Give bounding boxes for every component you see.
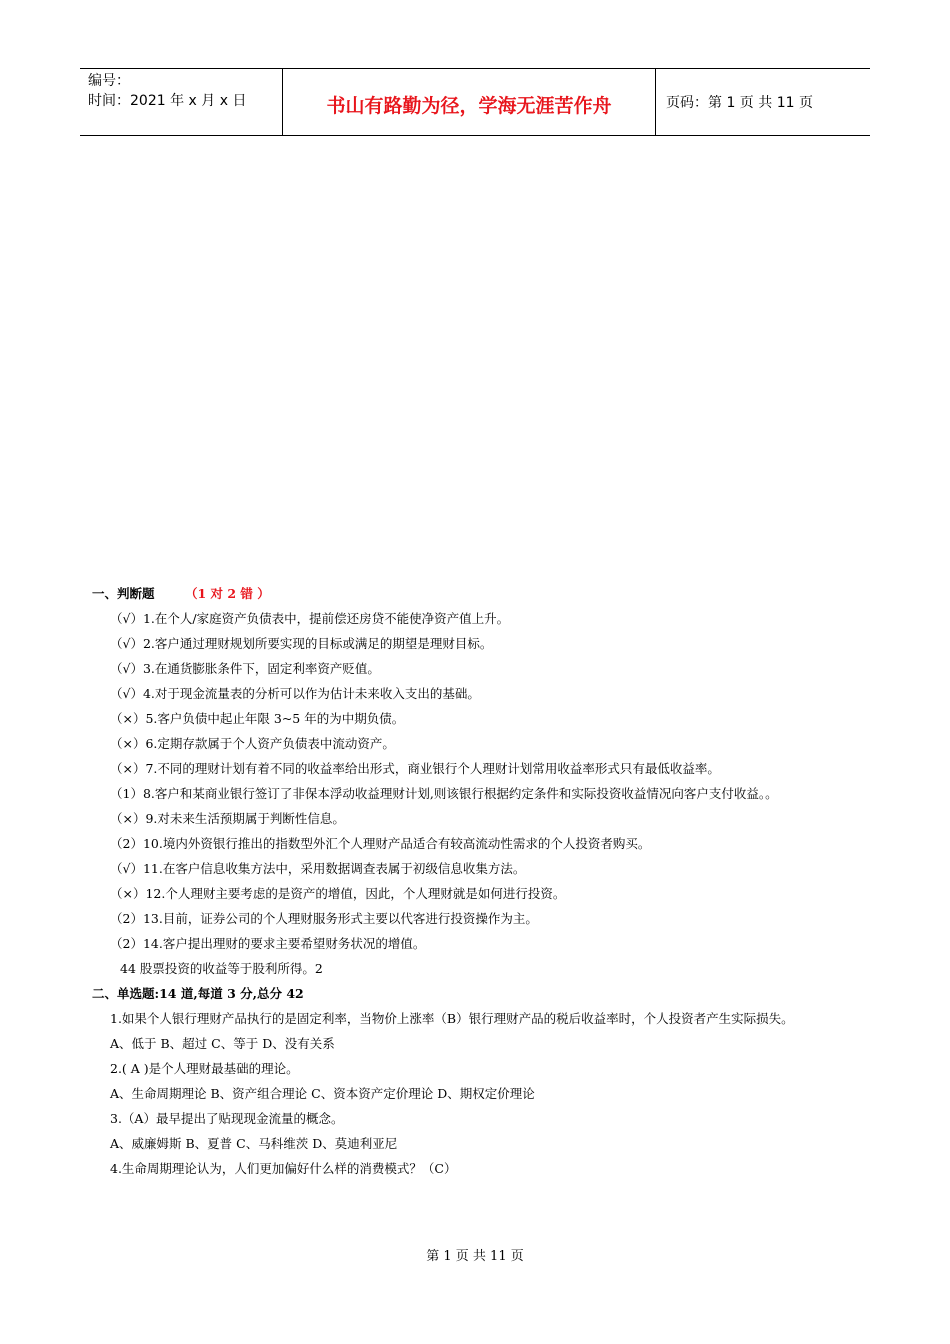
document-body (92, 581, 872, 1181)
section-true-false-title: 一、判断题 （1 对 2 错 ） (92, 586, 270, 601)
true-false-item: （2）10.境内外资银行推出的指数型外汇个人理财产品适合有较高流动性需求的个人投资者购买。 (110, 836, 651, 851)
true-false-item: （2）13.目前，证券公司的个人理财服务形式主要以代客进行投资操作为主。 (110, 911, 538, 926)
true-false-item: （√）4.对于现金流量表的分析可以作为估计未来收入支出的基础。 (110, 686, 480, 701)
document-number-label: 编号： (88, 73, 130, 89)
true-false-item: （×）7.不同的理财计划有着不同的收益率给出形式，商业银行个人理财计划常用收益率形式只有最低收益率。 (110, 761, 720, 776)
true-false-list (92, 606, 872, 956)
true-false-item: （2）14.客户提出理财的要求主要希望财务状况的增值。 (110, 936, 426, 951)
question-3: 3.（A）最早提出了贴现现金流量的概念。 (110, 1111, 344, 1126)
document-time-label: 时间：2021 年 x 月 x 日 (88, 93, 247, 109)
question-2: 2.( A )是个人理财最基础的理论。 (110, 1061, 299, 1076)
true-false-item: （1）8.客户和某商业银行签订了非保本浮动收益理财计划,则该银行根据约定条件和实际投资收益情况向客户支付收益。。 (110, 786, 778, 801)
true-false-item: （√）1.在个人/家庭资产负债表中，提前偿还房贷不能使净资产值上升。 (110, 611, 510, 626)
page-footer: 第 1 页 共 11 页 (426, 1249, 524, 1264)
header-motto: 书山有路勤为径，学海无涯苦作舟 (283, 69, 656, 135)
true-false-item: （√）11.在客户信息收集方法中，采用数据调查表属于初级信息收集方法。 (110, 861, 526, 876)
question-1-options: A、低于 B、超过 C、等于 D、没有关系 (110, 1036, 335, 1051)
section-single-choice-title: 二、单选题:14 道,每道 3 分,总分 42 (92, 986, 304, 1001)
true-false-item: （×）5.客户负债中起止年限 3~5 年的为中期负债。 (110, 711, 405, 726)
header-meta-cell (80, 69, 283, 135)
question-4: 4.生命周期理论认为，人们更加偏好什么样的消费模式？（C） (110, 1161, 457, 1176)
extra-item: 44 股票投资的收益等于股利所得。2 (120, 961, 323, 976)
true-false-item: （√）3.在通货膨胀条件下，固定利率资产贬值。 (110, 661, 380, 676)
header-page-info: 页码：第 1 页 共 11 页 (666, 95, 813, 111)
question-2-options: A、生命周期理论 B、资产组合理论 C、资本资产定价理论 D、期权定价理论 (110, 1086, 535, 1101)
question-1: 1.如果个人银行理财产品执行的是固定利率，当物价上涨率（B）银行理财产品的税后收益率时，个人投资者产生实际损失。 (110, 1011, 794, 1026)
page-header (80, 68, 870, 136)
true-false-item: （√）2.客户通过理财规划所要实现的目标或满足的期望是理财目标。 (110, 636, 493, 651)
true-false-item: （×）12.个人理财主要考虑的是资产的增值，因此，个人理财就是如何进行投资。 (110, 886, 566, 901)
answer-legend: （1 对 2 错 ） (184, 586, 270, 601)
true-false-item: （×）6.定期存款属于个人资产负债表中流动资产。 (110, 736, 395, 751)
question-3-options: A、威廉姆斯 B、夏普 C、马科维茨 D、莫迪利亚尼 (110, 1136, 398, 1151)
true-false-item: （×）9.对未来生活预期属于判断性信息。 (110, 811, 345, 826)
